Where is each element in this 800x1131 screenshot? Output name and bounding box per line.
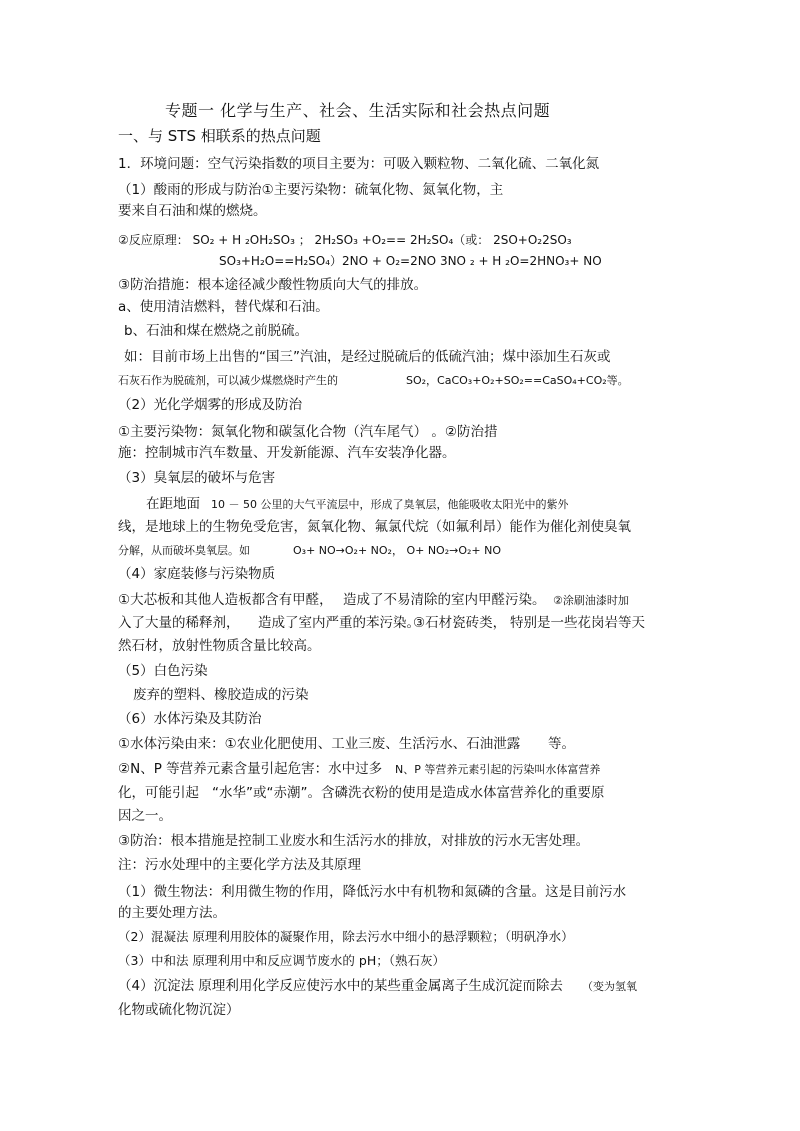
text-line: “水华”或“赤潮”。含磷洗衣粉的使用是造成水体富营养化的重要原: [212, 785, 605, 801]
text-line: （4）沉淀法 原理利用化学反应使污水中的某些重金属离子生成沉淀而除去: [118, 978, 563, 994]
text-line: 然石材，放射性物质含量比较高。: [118, 638, 321, 654]
text-line: ③石材瓷砖类，: [413, 615, 507, 631]
equation-line: SO₃+H₂O==H₂SO₄）2NO + O₂=2NO 3NO ₂ + H ₂O=2HNO₃+ NO: [219, 254, 602, 268]
text-line: b、石油和煤在燃烧之前脱硫。: [124, 323, 309, 339]
subheading: （6）水体污染及其防治: [118, 711, 262, 727]
text-line: 等。: [548, 736, 575, 752]
text-line: ③防治：根本措施是控制工业废水和生活污水的排放，对排放的污水无害处理。: [118, 833, 590, 849]
text-line: 造成了室内严重的苯污染。: [258, 615, 420, 631]
subheading: （2）光化学烟雾的形成及防治: [118, 397, 303, 413]
text-line: 10 － 50 公里的大气平流层中，形成了臭氧层，他能吸收太阳光中的紫外: [211, 498, 569, 511]
text-line: 如：目前市场上出售的“国三”汽油，是经过脱硫后的低硫汽油；煤中添加生石灰或: [124, 349, 611, 365]
section-heading: 一、与 STS 相联系的热点问题: [118, 127, 321, 145]
text-line: 因之一。: [118, 808, 172, 824]
text-line: （2）混凝法 原理利用胶体的凝聚作用，除去污水中细小的悬浮颗粒；（明矾净水）: [118, 929, 574, 944]
text-line: ②N、P 等营养元素含量引起危害：水中过多: [118, 761, 383, 777]
text-line: 特别是一些花岗岩等天: [510, 615, 645, 631]
text-line: 化物或硫化物沉淀）: [118, 1002, 240, 1018]
page-title: 专题一 化学与生产、社会、生活实际和社会热点问题: [165, 101, 551, 120]
text-line: ①大芯板和其他人造板都含有甲醛，: [118, 592, 333, 608]
subheading: （3）臭氧层的破坏与危害: [118, 470, 276, 486]
subheading: （4）家庭装修与污染物质: [118, 566, 276, 582]
text-line: 在距地面: [146, 496, 200, 512]
text-line: 分解，从而破坏臭氧层。如: [118, 544, 250, 557]
text-line: （3）中和法 原理利用中和反应调节废水的 pH；（熟石灰）: [118, 953, 445, 968]
equation-line: SO₂，CaCO₃+O₂+SO₂==CaSO₄+CO₂等。: [406, 374, 629, 387]
text-line: ①主要污染物：氮氧化物和碳氢化合物（汽车尾气） 。②防治措: [118, 424, 498, 440]
text-line: ①水体污染由来：①农业化肥使用、工业三废、生活污水、石油泄露: [118, 736, 521, 752]
text-line: 废弃的塑料、橡胶造成的污染: [133, 687, 309, 703]
text-line: 石灰石作为脱硫剂，可以减少煤燃烧时产生的: [118, 374, 338, 387]
text-line: 要来自石油和煤的燃烧。: [118, 203, 267, 219]
text-line: （1）酸雨的形成与防治①主要污染物：硫氧化物、氮氧化物，主: [118, 182, 504, 198]
text-line: 1．环境问题：空气污染指数的项目主要为：可吸入颗粒物、二氧化硫、二氧化氮: [118, 156, 600, 172]
equation-line: O₃+ NO→O₂+ NO₂， O+ NO₂→O₂+ NO: [293, 544, 502, 557]
text-line: ②涂刷油漆时加: [553, 594, 629, 607]
text-line: 注：污水处理中的主要化学方法及其原理: [118, 857, 361, 873]
text-line: 的主要处理方法。: [118, 905, 226, 921]
text-line: （变为氢氧: [582, 980, 637, 993]
text-line: a、使用清洁燃料，替代煤和石油。: [118, 299, 329, 315]
text-line: 造成了不易清除的室内甲醛污染。: [343, 592, 546, 608]
text-line: ③防治措施：根本途径减少酸性物质向大气的排放。: [118, 277, 428, 293]
text-line: （1）微生物法：利用微生物的作用，降低污水中有机物和氮磷的含量。这是目前污水: [118, 884, 627, 900]
subheading: （5）白色污染: [118, 663, 208, 679]
text-line: 入了大量的稀释剂，: [118, 615, 240, 631]
text-line: 施：控制城市汽车数量、开发新能源、汽车安装净化器。: [118, 445, 456, 461]
text-line: N、P 等营养元素引起的污染叫水体富营养: [395, 763, 601, 776]
text-line: 化，可能引起: [118, 785, 199, 801]
equation-line: ②反应原理： SO₂ + H ₂OH₂SO₃ ； 2H₂SO₃ +O₂== 2H₂SO₄（或： 2SO+O₂2SO₃: [118, 233, 572, 247]
text-line: 线，是地球上的生物免受危害，氮氧化物、氟氯代烷（如氟利昂）能作为催化剂使臭氧: [118, 519, 631, 535]
